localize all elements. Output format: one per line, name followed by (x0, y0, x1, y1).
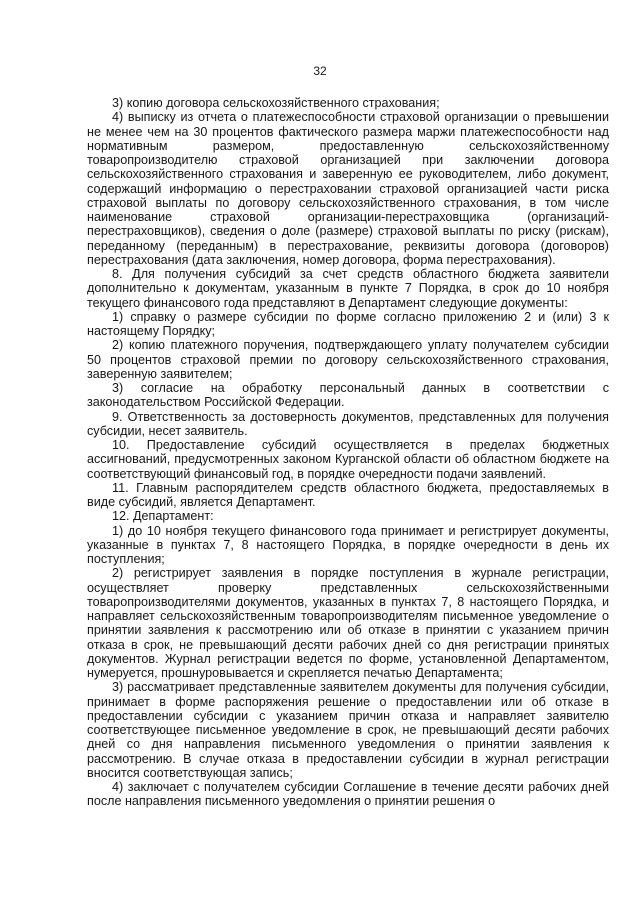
paragraph-clause-12-department: 12. Департамент: (112, 509, 214, 524)
paragraph-clause-8-item-2-payment-order: 2) копию платежного поручения, подтверждающего уплату получателем субсидии 50 процентов страховой премии по договору сельскохозяйственного страхования, заверенную заявителем; (87, 338, 609, 381)
paragraph-item-4-solvency-report-extract: 4) выписку из отчета о платежеспособности страховой организации о превышении не менее чем на 30 процентов фактического размера маржи платежеспособности над нормативным размером, предоставленную сельскохозяйственному товаропроизводителю страховой организацией при заключении договора сельскохозяйственного страхования и заверенную ее руководителем, либо документ, содержащий информацию о перестраховании страховой организацией части риска страховой выплаты по договору сельскохозяйственного страхования, в том числе наименование страховой организации-перестраховщика (организаций-перестраховщиков), сведения о доле (размере) страховой выплаты по риску (рискам), переданному (переданным) в перестрахование, реквизиты договора (договоров) перестрахования (дата заключения, номер договора, форма перестрахования). (87, 110, 609, 267)
page-number: 32 (313, 64, 327, 78)
paragraph-clause-12-item-3-review-decision: 3) рассматривает представленные заявителем документы для получения субсидии, принимает в форме распоряжения решение о предоставлении или об отказе в предоставлении субсидии с указанием причин отказа и направляет заявителю соответствующее письменное уведомление в срок, не превышающий десяти рабочих дней со дня направления письменного уведомления о принятии заявления к рассмотрению. В случае отказа в предоставлении субсидии в журнал регистрации вносится соответствующая запись; (87, 680, 609, 780)
paragraph-clause-12-item-1-registration-deadline: 1) до 10 ноября текущего финансового года принимает и регистрирует документы, указанные в пунктах 7, 8 настоящего Порядка, в порядке очередности в день их поступления; (87, 523, 609, 566)
paragraph-clause-8-regional-budget-documents: 8. Для получения субсидий за счет средств областного бюджета заявители дополнительно к документам, указанным в пункте 7 Порядка, в срок до 10 ноября текущего финансового года представляют в Департамент следующие документы: (87, 267, 609, 310)
document-body (87, 96, 609, 809)
paragraph-clause-8-item-1-subsidy-certificate: 1) справку о размере субсидии по форме согласно приложению 2 и (или) 3 к настоящему Порядку; (87, 309, 609, 338)
paragraph-clause-10-budget-allocations: 10. Предоставление субсидий осуществляется в пределах бюджетных ассигнований, предусмотренных законом Курганской области об областном бюджете на соответствующий финансовый год, в порядке очередности подачи заявлений. (87, 438, 609, 481)
paragraph-clause-9-responsibility: 9. Ответственность за достоверность документов, представленных для получения субсидии, несет заявитель. (87, 409, 609, 438)
paragraph-clause-8-item-3-personal-data-consent: 3) согласие на обработку персональный данных в соответствии с законодательством Российской Федерации. (87, 381, 609, 410)
paragraph-clause-11-chief-administrator: 11. Главным распорядителем средств областного бюджета, предоставляемых в виде субсидий, является Департамент. (87, 480, 609, 509)
paragraph-clause-12-item-2-register-and-verify: 2) регистрирует заявления в порядке поступления в журнале регистрации, осуществляет проверку представленных сельскохозяйственными товаропроизводителями документов, указанных в пунктах 7, 8 настоящего Порядка, и направляет сельскохозяйственным товаропроизводителям письменное уведомление о принятии заявления к рассмотрению или об отказе в принятии с указанием причин отказа в срок, не превышающий десяти рабочих дней со дня регистрации принятых документов. Журнал регистрации ведется по форме, установленной Департаментом, нумеруется, прошнуровывается и скрепляется печатью Департамента; (87, 566, 609, 680)
paragraph-item-3-insurance-contract-copy: 3) копию договора сельскохозяйственного страхования; (112, 96, 440, 110)
paragraph-clause-12-item-4-agreement: 4) заключает с получателем субсидии Соглашение в течение десяти рабочих дней после направления письменного уведомления о принятии решения о (87, 780, 609, 809)
